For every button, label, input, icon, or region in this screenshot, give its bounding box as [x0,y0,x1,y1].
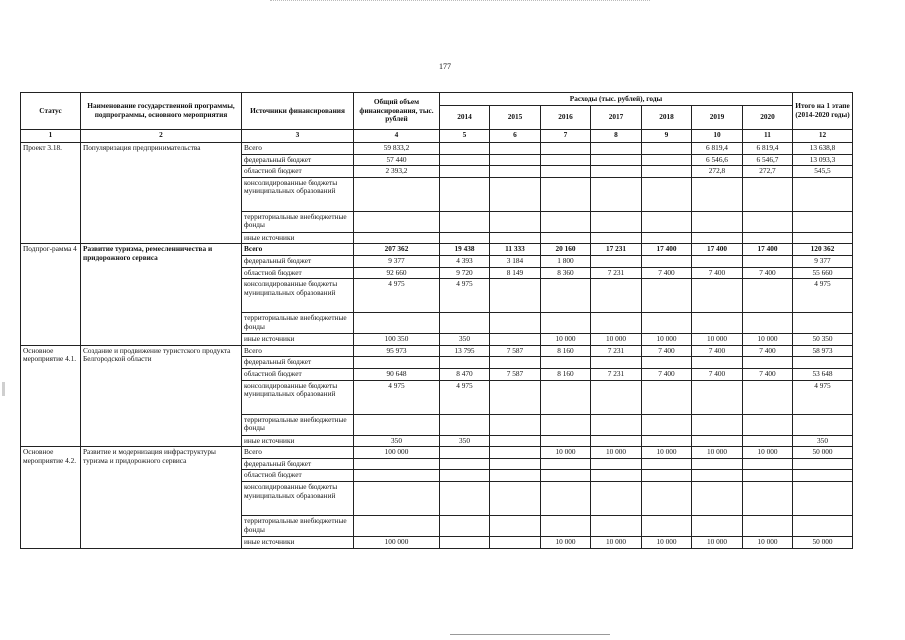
row-stage-sum: 350 [793,435,853,447]
row-year-value [692,458,743,470]
row-year-value: 7 400 [743,267,793,279]
row-year-value: 10 000 [591,536,642,548]
row-source: консолидированные бюджеты муниципальных образований [242,481,354,515]
row-year-value [490,313,541,334]
column-number: 2 [81,130,242,143]
row-year-value [541,177,591,211]
row-year-value [440,515,490,536]
row-year-value [541,211,591,232]
row-year-value [591,143,642,155]
row-year-value: 10 000 [743,334,793,346]
row-year-value [541,380,591,414]
row-year-value: 8 160 [541,368,591,380]
row-year-value: 7 400 [743,368,793,380]
row-year-value [743,481,793,515]
column-number: 9 [642,130,692,143]
row-year-value: 7 231 [591,368,642,380]
row-year-value [490,154,541,166]
row-program-name: Развитие туризма, ремесленничества и придорожного сервиса [81,244,242,345]
row-source: консолидированные бюджеты муниципальных образований [242,279,354,313]
header-stage-total: Итого на 1 этапе (2014-2020 годы) [793,93,853,130]
row-stage-sum: 58 973 [793,345,853,357]
row-year-value: 1 800 [541,255,591,267]
row-year-value: 10 000 [591,334,642,346]
header-expenses: Расходы (тыс. рублей), годы [440,93,793,106]
row-year-value: 8 160 [541,345,591,357]
row-year-value [642,255,692,267]
row-source: консолидированные бюджеты муниципальных образований [242,380,354,414]
column-number: 6 [490,130,541,143]
row-year-value [642,211,692,232]
scan-edge-mark [2,382,5,396]
row-year-value [591,166,642,178]
row-year-value [490,334,541,346]
row-year-value: 10 000 [541,447,591,459]
row-year-value [541,481,591,515]
row-year-value [490,166,541,178]
header-year-2016: 2016 [541,106,591,130]
row-year-value: 7 587 [490,368,541,380]
row-stage-sum: 9 377 [793,255,853,267]
row-source: Всего [242,345,354,357]
row-year-value [642,458,692,470]
row-program-name: Популяризация предпринимательства [81,143,242,244]
row-source: территориальные внебюджетные фонды [242,313,354,334]
row-year-value [440,154,490,166]
row-year-value: 8 470 [440,368,490,380]
row-year-value [642,177,692,211]
row-year-value: 17 400 [743,244,793,256]
row-year-value [591,515,642,536]
row-source: федеральный бюджет [242,357,354,369]
row-year-value [692,255,743,267]
column-number: 11 [743,130,793,143]
row-year-value: 7 400 [692,267,743,279]
row-year-value: 7 400 [743,345,793,357]
row-source: территориальные внебюджетные фонды [242,211,354,232]
row-year-value [541,154,591,166]
row-year-value [692,232,743,244]
row-stage-sum: 4 975 [793,279,853,313]
row-stage-sum: 50 350 [793,334,853,346]
row-source: Всего [242,244,354,256]
row-year-value [743,279,793,313]
row-year-value [440,211,490,232]
row-year-value [541,232,591,244]
row-year-value [440,481,490,515]
header-total: Общий объем финансирования, тыс. рублей [354,93,440,130]
row-year-value [440,166,490,178]
row-year-value [591,481,642,515]
row-total: 4 975 [354,279,440,313]
row-year-value [591,380,642,414]
financing-table [20,92,853,549]
row-total: 92 660 [354,267,440,279]
row-year-value [490,447,541,459]
row-year-value [692,470,743,482]
row-year-value [642,154,692,166]
row-year-value [490,143,541,155]
row-stage-sum [793,470,853,482]
row-year-value: 7 400 [692,345,743,357]
row-year-value [591,357,642,369]
row-year-value: 10 000 [642,447,692,459]
row-year-value: 10 000 [692,536,743,548]
row-year-value [692,357,743,369]
row-year-value [743,313,793,334]
header-sources: Источники финансирования [242,93,354,130]
header-year-2020: 2020 [743,106,793,130]
row-year-value [591,458,642,470]
row-year-value [642,166,692,178]
row-year-value [591,177,642,211]
row-year-value [591,470,642,482]
row-total [354,414,440,435]
row-year-value [490,414,541,435]
row-year-value: 272,8 [692,166,743,178]
row-year-value [490,211,541,232]
scan-bottom-line [450,634,610,635]
row-stage-sum: 55 660 [793,267,853,279]
row-year-value: 19 438 [440,244,490,256]
row-year-value [743,232,793,244]
row-year-value [743,380,793,414]
row-total [354,211,440,232]
row-total: 350 [354,435,440,447]
row-year-value: 7 400 [642,368,692,380]
row-year-value [541,515,591,536]
row-year-value: 20 160 [541,244,591,256]
row-year-value [642,515,692,536]
row-total: 95 973 [354,345,440,357]
column-number: 7 [541,130,591,143]
row-status: Проект 3.18. [21,143,81,244]
row-year-value: 7 587 [490,345,541,357]
row-stage-sum: 53 648 [793,368,853,380]
row-stage-sum: 50 000 [793,536,853,548]
column-number: 5 [440,130,490,143]
row-source: федеральный бюджет [242,154,354,166]
row-year-value [490,177,541,211]
row-year-value [692,435,743,447]
row-year-value [642,232,692,244]
row-total [354,458,440,470]
column-number: 8 [591,130,642,143]
row-year-value [743,414,793,435]
row-total: 100 350 [354,334,440,346]
row-year-value: 4 975 [440,279,490,313]
row-total: 100 000 [354,536,440,548]
page-number: 177 [439,62,451,71]
row-year-value [743,211,793,232]
row-year-value [490,536,541,548]
row-year-value [541,279,591,313]
row-year-value [541,470,591,482]
row-status: Основное мероприятие 4.1. [21,345,81,446]
row-source: территориальные внебюджетные фонды [242,414,354,435]
row-program-name: Развитие и модернизация инфраструктуры туризма и придорожного сервиса [81,447,242,548]
row-year-value: 10 000 [541,536,591,548]
row-year-value: 6 819,4 [743,143,793,155]
row-source: федеральный бюджет [242,255,354,267]
row-year-value [642,470,692,482]
row-year-value: 17 400 [692,244,743,256]
row-year-value: 17 231 [591,244,642,256]
row-total: 90 648 [354,368,440,380]
header-name: Наименование государственной программы, подпрограммы, основного мероприятия [81,93,242,130]
row-year-value [642,380,692,414]
row-source: консолидированные бюджеты муниципальных образований [242,177,354,211]
row-year-value [743,357,793,369]
row-year-value: 6 546,6 [692,154,743,166]
row-year-value [692,313,743,334]
row-year-value: 4 393 [440,255,490,267]
row-year-value [642,357,692,369]
table-row [21,447,853,459]
row-total: 9 377 [354,255,440,267]
row-stage-sum: 13 093,3 [793,154,853,166]
row-year-value: 10 000 [743,536,793,548]
row-year-value: 13 795 [440,345,490,357]
row-year-value: 350 [440,334,490,346]
row-year-value [541,313,591,334]
row-year-value [440,536,490,548]
row-status: Основное мероприятие 4.2. [21,447,81,548]
row-year-value [541,458,591,470]
row-source: Всего [242,143,354,155]
row-source: областной бюджет [242,166,354,178]
column-number: 3 [242,130,354,143]
row-year-value: 11 333 [490,244,541,256]
row-total: 100 000 [354,447,440,459]
row-year-value: 3 184 [490,255,541,267]
column-number: 12 [793,130,853,143]
row-year-value [591,313,642,334]
row-total [354,481,440,515]
scan-top-line [270,0,650,1]
row-year-value [591,232,642,244]
row-year-value: 4 975 [440,380,490,414]
row-year-value: 7 231 [591,267,642,279]
row-year-value: 350 [440,435,490,447]
row-year-value [440,357,490,369]
row-year-value: 272,7 [743,166,793,178]
row-year-value: 9 720 [440,267,490,279]
row-year-value [642,279,692,313]
row-total: 59 833,2 [354,143,440,155]
row-year-value [490,279,541,313]
header-year-2018: 2018 [642,106,692,130]
row-year-value [541,166,591,178]
row-year-value [642,414,692,435]
row-year-value: 10 000 [692,334,743,346]
row-year-value [440,232,490,244]
table-row [21,244,853,256]
row-source: иные источники [242,334,354,346]
table-row [21,143,853,155]
row-total: 207 362 [354,244,440,256]
row-year-value [440,447,490,459]
row-year-value [440,470,490,482]
row-year-value [692,515,743,536]
header-year-2015: 2015 [490,106,541,130]
row-year-value: 6 819,4 [692,143,743,155]
row-total [354,357,440,369]
row-year-value [642,313,692,334]
row-source: федеральный бюджет [242,458,354,470]
row-year-value [541,414,591,435]
row-year-value [490,435,541,447]
row-year-value [591,435,642,447]
row-year-value [591,211,642,232]
row-year-value [440,458,490,470]
row-year-value [743,177,793,211]
header-year-2014: 2014 [440,106,490,130]
row-year-value: 8 149 [490,267,541,279]
row-source: Всего [242,447,354,459]
row-total [354,177,440,211]
row-program-name: Создание и продвижение туристского продукта Белгородской области [81,345,242,446]
row-year-value: 10 000 [642,536,692,548]
row-year-value [591,414,642,435]
row-year-value: 6 546,7 [743,154,793,166]
row-year-value [692,481,743,515]
column-number: 10 [692,130,743,143]
row-stage-sum [793,458,853,470]
row-total [354,470,440,482]
row-year-value [692,414,743,435]
row-year-value [490,515,541,536]
row-year-value [743,515,793,536]
row-year-value [692,279,743,313]
header-year-2019: 2019 [692,106,743,130]
row-total: 57 440 [354,154,440,166]
row-year-value: 7 400 [692,368,743,380]
row-year-value [440,143,490,155]
row-year-value [692,211,743,232]
row-stage-sum [793,211,853,232]
row-year-value [743,458,793,470]
row-stage-sum: 50 000 [793,447,853,459]
row-year-value [541,435,591,447]
row-year-value: 10 000 [642,334,692,346]
row-year-value [490,458,541,470]
table-body [21,143,853,549]
header-year-2017: 2017 [591,106,642,130]
row-stage-sum: 13 638,8 [793,143,853,155]
row-year-value: 7 400 [642,345,692,357]
row-year-value [591,279,642,313]
row-stage-sum [793,357,853,369]
row-year-value [591,154,642,166]
row-stage-sum [793,313,853,334]
row-year-value: 17 400 [642,244,692,256]
row-stage-sum [793,232,853,244]
row-year-value [440,414,490,435]
table-header [21,93,853,143]
row-year-value: 8 360 [541,267,591,279]
row-year-value [591,255,642,267]
row-year-value [642,481,692,515]
row-year-value [490,380,541,414]
row-source: иные источники [242,435,354,447]
row-source: областной бюджет [242,267,354,279]
column-number: 1 [21,130,81,143]
row-year-value: 10 000 [591,447,642,459]
row-source: территориальные внебюджетные фонды [242,515,354,536]
row-stage-sum: 545,5 [793,166,853,178]
row-total: 2 393,2 [354,166,440,178]
row-year-value [642,143,692,155]
row-year-value: 10 000 [541,334,591,346]
row-stage-sum [793,177,853,211]
row-year-value [642,435,692,447]
row-stage-sum [793,481,853,515]
row-source: областной бюджет [242,470,354,482]
row-source: иные источники [242,536,354,548]
header-status: Статус [21,93,81,130]
row-source: иные источники [242,232,354,244]
row-year-value [490,232,541,244]
row-year-value [541,357,591,369]
row-total [354,515,440,536]
row-total [354,313,440,334]
row-status: Подпрог-рамма 4 [21,244,81,345]
row-year-value [490,481,541,515]
row-year-value: 7 231 [591,345,642,357]
row-year-value: 10 000 [743,447,793,459]
row-year-value [743,435,793,447]
row-year-value [440,313,490,334]
row-year-value [490,357,541,369]
row-total [354,232,440,244]
row-year-value [692,177,743,211]
row-year-value [440,177,490,211]
row-year-value [692,380,743,414]
table-row [21,345,853,357]
row-stage-sum [793,515,853,536]
row-stage-sum: 120 362 [793,244,853,256]
row-total: 4 975 [354,380,440,414]
row-stage-sum: 4 975 [793,380,853,414]
row-source: областной бюджет [242,368,354,380]
row-year-value [743,470,793,482]
row-year-value [490,470,541,482]
row-year-value: 10 000 [692,447,743,459]
column-number: 4 [354,130,440,143]
row-year-value [541,143,591,155]
row-year-value: 7 400 [642,267,692,279]
row-year-value [743,255,793,267]
row-stage-sum [793,414,853,435]
